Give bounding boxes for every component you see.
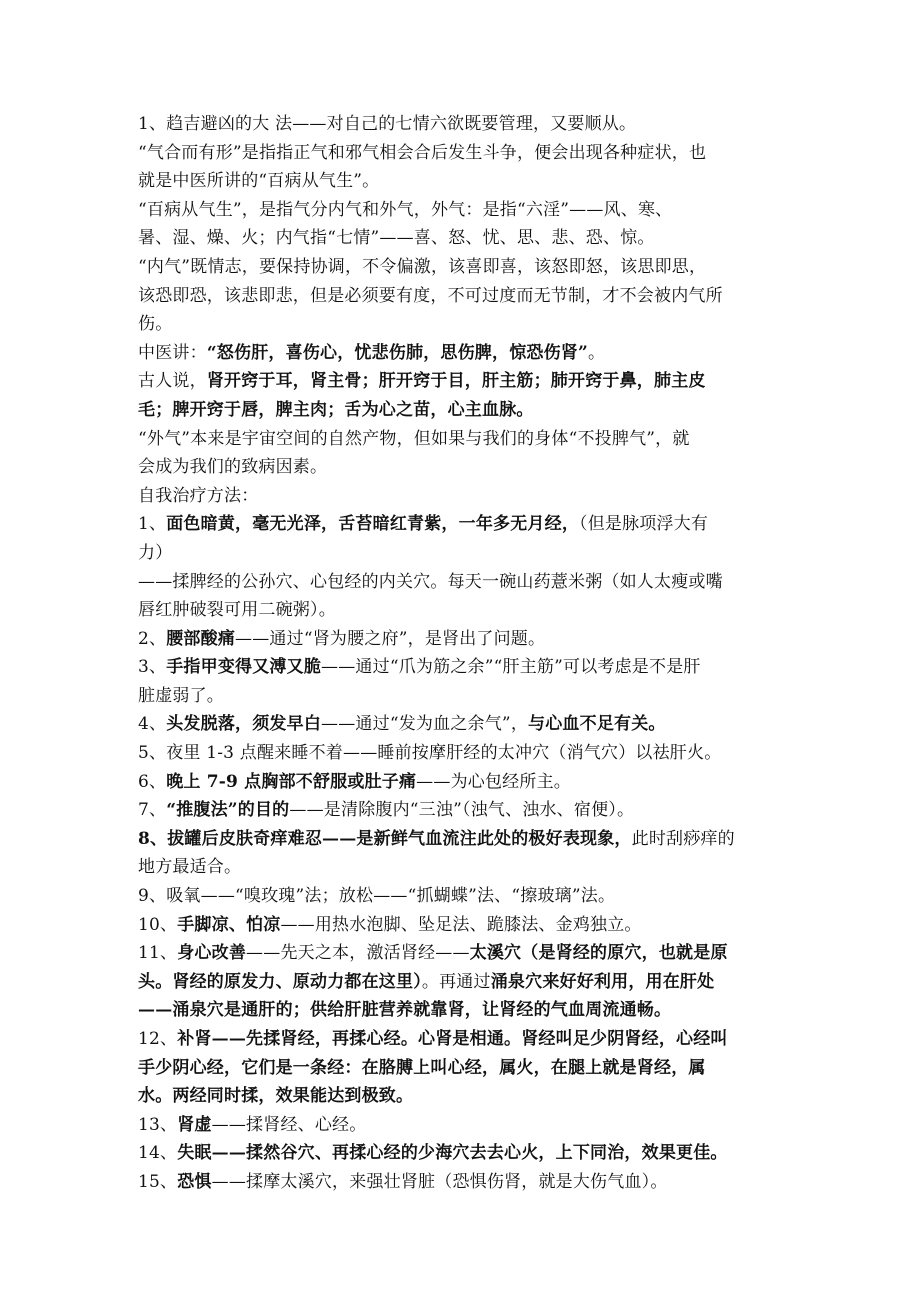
- bold-text-segment: 恐惧: [177, 1171, 212, 1192]
- text-segment: ——通过“肾为腰之府”，是肾出了问题。: [235, 628, 546, 649]
- text-segment: ——通过“发为血之余气”，: [321, 714, 529, 735]
- text-segment: 2、: [138, 628, 167, 649]
- text-segment: 9、吸氧——“嗅玫瑰”法；放松——“抓蝴蝶”法、“擦玻璃”法。: [138, 886, 616, 907]
- text-segment: 力）: [138, 542, 173, 563]
- text-segment: 15、: [138, 1171, 178, 1192]
- text-line: [138, 1139, 788, 1168]
- text-segment: 唇红肿破裂可用二碗粥）。: [138, 600, 336, 621]
- text-line: [138, 968, 788, 997]
- bold-text-segment: 身心改善: [177, 943, 247, 964]
- bold-text-segment: 手指甲变得又溥又脆: [166, 657, 322, 678]
- document-page: [138, 110, 788, 1197]
- text-segment: 1、趋吉避凶的大 法——对自己的七情六欲既要管理，又要顺从。: [138, 114, 637, 134]
- text-segment: ——揉肾经、心经。: [211, 1114, 367, 1135]
- text-segment: 5、夜里 1-3 点醒来睡不着——睡前按摩肝经的太冲穴（消气穴）以祛肝火。: [138, 743, 722, 764]
- text-line: [138, 1168, 788, 1197]
- bold-text-segment: “怒伤肝，喜伤心，忧悲伤肺，思伤脾，惊恐伤肾”: [206, 342, 588, 363]
- text-line: [138, 224, 788, 253]
- text-line: [138, 110, 788, 139]
- text-line: [138, 139, 788, 168]
- text-segment: 12、: [138, 1029, 178, 1049]
- text-segment: ——揉摩太溪穴，来强壮肾脏（恐惧伤肾，就是大伤气血）。: [211, 1171, 668, 1192]
- bold-text-segment: 头发脱落，须发早白: [166, 714, 322, 735]
- text-segment: 10、: [138, 914, 178, 935]
- text-line: [138, 996, 788, 1025]
- text-line: [138, 1111, 788, 1140]
- bold-text-segment: 手脚凉、怕凉: [177, 914, 281, 935]
- text-segment: ——用热水泡脚、坠足法、跪膝法、金鸡独立。: [280, 914, 642, 935]
- text-line: [138, 482, 788, 511]
- bold-text-segment: ——涌泉穴是通肝的；供给肝脏营养就靠肾，让肾经的气血周流通畅。: [138, 1000, 672, 1021]
- text-line: [138, 682, 788, 711]
- bold-text-segment: 水。两经同时揉，效果能达到极致。: [138, 1086, 414, 1107]
- text-segment: 会成为我们的致病因素。: [138, 457, 328, 478]
- bold-text-segment: 涌泉穴来好好利用，用在肝处: [490, 971, 715, 992]
- text-segment: “气合而有形”是指指正气和邪气相会合后发生斗争，便会出现各种症状，也: [138, 142, 707, 163]
- text-segment: （但是脉项浮大有: [579, 514, 709, 535]
- text-segment: 7、: [138, 800, 167, 821]
- bold-text-segment: 补肾——先揉肾经，再揉心经。心肾是相通。肾经叫足少阴肾经，心经叫: [177, 1029, 728, 1049]
- text-segment: ——揉脾经的公孙穴、心包经的内关穴。每天一碗山药薏米粥（如人太瘦或嘴: [138, 571, 723, 592]
- text-segment: “百病从气生”，是指气分内气和外气，外气：是指“六淫”——风、寒、: [138, 199, 673, 220]
- text-line: [138, 282, 788, 311]
- text-segment: 13、: [138, 1114, 178, 1135]
- text-line: [138, 339, 788, 368]
- text-line: [138, 510, 788, 539]
- text-segment: 此时刮痧痒的: [631, 828, 735, 849]
- text-segment: 地方最适合。: [138, 857, 242, 878]
- text-segment: 6、: [138, 771, 167, 792]
- text-line: [138, 1054, 788, 1083]
- text-line: [138, 768, 788, 797]
- bold-text-segment: 毛；脾开窍于唇，脾主肉；舌为心之苗，心主血脉。: [138, 399, 534, 420]
- text-line: [138, 196, 788, 225]
- text-segment: 14、: [138, 1143, 178, 1164]
- text-segment: 11、: [138, 943, 178, 964]
- text-segment: 脏虚弱了。: [138, 685, 224, 706]
- text-line: [138, 253, 788, 282]
- text-line: [138, 939, 788, 968]
- text-segment: 。: [587, 342, 606, 363]
- text-line: [138, 568, 788, 597]
- text-line: [138, 396, 788, 425]
- text-line: [138, 167, 788, 196]
- text-line: [138, 539, 788, 568]
- text-line: [138, 425, 788, 454]
- text-segment: 4、: [138, 714, 167, 735]
- text-line: [138, 796, 788, 825]
- text-line: [138, 1025, 788, 1054]
- text-line: [138, 367, 788, 396]
- text-segment: 。再通过: [421, 971, 491, 992]
- text-segment: “外气”本来是宇宙空间的自然产物，但如果与我们的身体“不投脾气”，就: [138, 428, 690, 449]
- bold-text-segment: 失眠——揉然谷穴、再揉心经的少海穴去去心火，上下同治，效果更佳。: [177, 1143, 728, 1164]
- text-segment: 中医讲：: [138, 342, 207, 363]
- bold-text-segment: 与心血不足有关。: [528, 714, 666, 735]
- bold-text-segment: “推腹法”的目的: [166, 800, 290, 821]
- text-segment: 暑、湿、燥、火；内气指“七情”——喜、怒、忧、思、悲、恐、惊。: [138, 228, 655, 249]
- text-segment: 就是中医所讲的“百病从气生”。: [138, 171, 380, 192]
- text-line: [138, 310, 788, 339]
- bold-text-segment: 头。肾经的原发力、原动力都在这里）: [138, 971, 422, 992]
- text-line: [138, 882, 788, 911]
- text-line: [138, 911, 788, 940]
- text-segment: 自我治疗方法：: [138, 485, 259, 506]
- text-segment: ——通过“爪为筋之余”“肝主筋”可以考虑是不是肝: [321, 657, 701, 678]
- text-segment: ——为心包经所主。: [416, 771, 571, 792]
- text-segment: 古人说，: [138, 371, 207, 392]
- bold-text-segment: 手少阴心经，它们是一条经：在胳膊上叫心经，属火，在腿上就是肾经，属: [138, 1057, 706, 1078]
- text-segment: 1、: [138, 514, 167, 535]
- text-segment: 3、: [138, 657, 167, 678]
- bold-text-segment: 肾虚: [177, 1114, 212, 1135]
- text-line: [138, 653, 788, 682]
- text-line: [138, 825, 788, 854]
- bold-text-segment: 面色暗黄，毫无光泽，舌苔暗红青紫，一年多无月经，: [166, 514, 580, 535]
- text-line: [138, 739, 788, 768]
- text-segment: ——是清除腹内“三浊”（浊气、浊水、宿便）。: [289, 800, 635, 821]
- text-line: [138, 453, 788, 482]
- bold-text-segment: 腰部酸痛: [166, 628, 236, 649]
- bold-text-segment: 肾开窍于耳，肾主骨；肝开窍于目，肝主筋；肺开窍于鼻，肺主皮: [206, 371, 706, 392]
- text-segment: ——先天之本，激活肾经——: [246, 943, 470, 964]
- text-segment: 该恐即恐，该悲即悲，但是必须要有度，不可过度而无节制，才不会被内气所: [138, 285, 723, 306]
- text-segment: “内气”既情志，要保持协调，不令偏激，该喜即喜，该怒即怒，该思即思，: [138, 256, 707, 277]
- text-line: [138, 853, 788, 882]
- text-segment: 伤。: [138, 314, 173, 335]
- text-line: [138, 710, 788, 739]
- text-line: [138, 596, 788, 625]
- text-line: [138, 1082, 788, 1111]
- bold-text-segment: 8、拔罐后皮肤奇痒难忍——是新鲜气血流注此处的极好表现象，: [138, 828, 632, 849]
- bold-text-segment: 晚上 7-9 点胸部不舒服或肚子痛: [166, 771, 417, 792]
- bold-text-segment: 太溪穴（是肾经的原穴，也就是原: [469, 943, 728, 964]
- text-line: [138, 625, 788, 654]
